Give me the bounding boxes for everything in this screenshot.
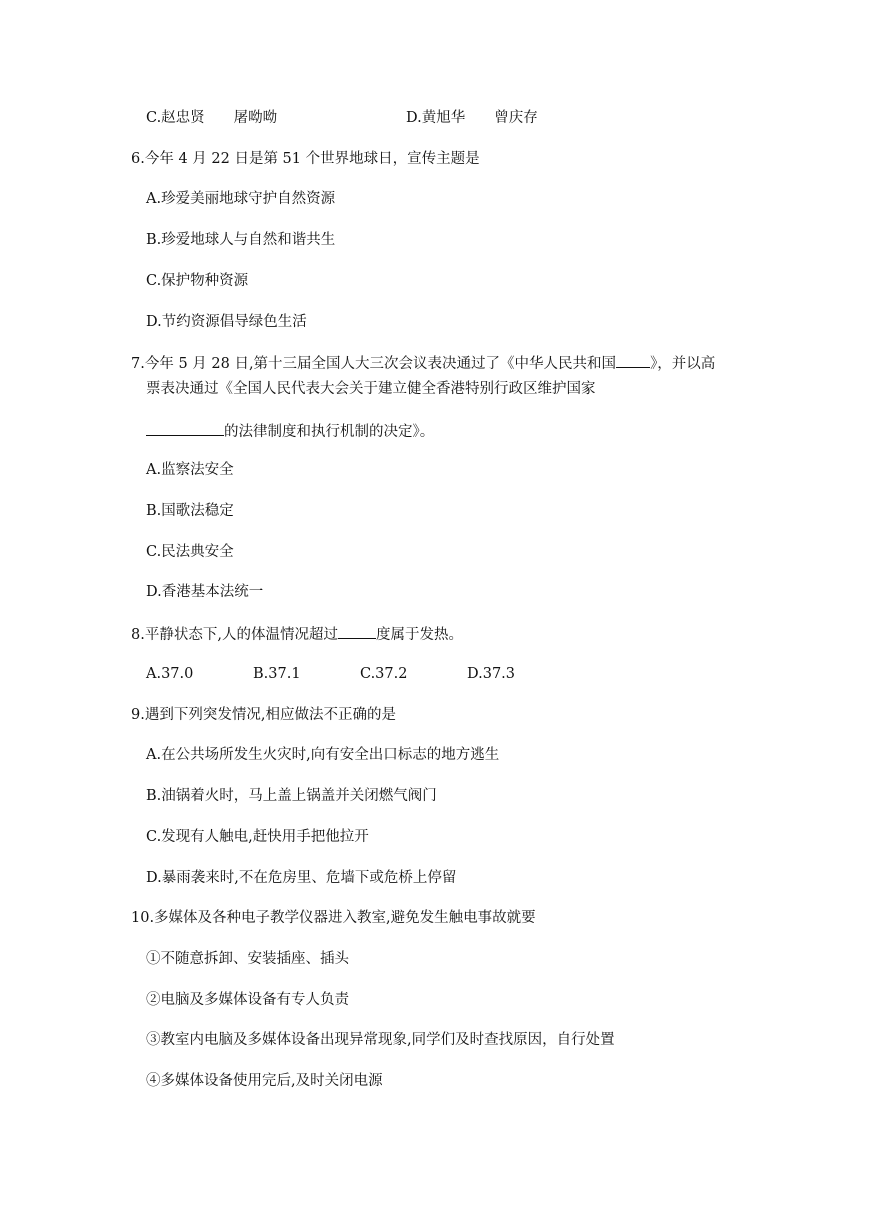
q9-option-b: B.油锅着火时，马上盖上锅盖并关闭燃气阀门 xyxy=(146,788,437,804)
q7-stem-part1: 7.今年 5 月 28 日,第十三届全国人大三次会议表决通过了《中华人民共和国 xyxy=(131,356,617,372)
question-9-stem: 9.遇到下列突发情况,相应做法不正确的是 xyxy=(131,707,396,723)
question-10-stem: 10.多媒体及各种电子教学仪器进入教室,避免发生触电事故就要 xyxy=(131,910,536,926)
q8-stem-part2: 度属于发热。 xyxy=(375,627,463,643)
q8-option-d: D.37.3 xyxy=(467,666,516,682)
q6-option-d: D.节约资源倡导绿色生活 xyxy=(146,314,307,330)
question-8-stem xyxy=(131,623,463,645)
q10-item-4: ④多媒体设备使用完后,及时关闭电源 xyxy=(146,1073,383,1089)
q5-option-d: D.黄旭华 曾庆存 xyxy=(406,110,538,126)
q8-blank xyxy=(338,623,376,639)
question-6-stem: 6.今年 4 月 22 日是第 51 个世界地球日，宣传主题是 xyxy=(131,151,480,167)
q6-option-c: C.保护物种资源 xyxy=(146,273,249,289)
q7-option-d: D.香港基本法统一 xyxy=(146,584,264,600)
q7-option-b: B.国歌法稳定 xyxy=(146,503,234,519)
q5-option-c: C.赵忠贤 屠呦呦 xyxy=(146,110,278,126)
q10-item-1: ①不随意拆卸、安装插座、插头 xyxy=(146,951,349,967)
q10-item-2: ②电脑及多媒体设备有专人负责 xyxy=(146,992,349,1008)
q6-option-b: B.珍爱地球人与自然和谐共生 xyxy=(146,232,336,248)
q10-item-3: ③教室内电脑及多媒体设备出现异常现象,同学们及时查找原因，自行处置 xyxy=(146,1032,615,1048)
q7-stem-line3-text: 的法律制度和执行机制的决定》。 xyxy=(224,424,435,440)
q7-blank-1 xyxy=(616,352,650,368)
question-7-stem-line3 xyxy=(146,420,434,442)
question-7-stem-line2: 票表决通过《全国人民代表大会关于建立健全香港特别行政区维护国家 xyxy=(146,381,596,397)
q8-option-c: C.37.2 xyxy=(360,666,408,682)
q8-option-b: B.37.1 xyxy=(253,666,301,682)
q7-blank-2 xyxy=(146,420,224,436)
q7-stem-part2: 》，并以高 xyxy=(650,356,716,372)
q7-option-a: A.监察法安全 xyxy=(146,462,234,478)
q9-option-a: A.在公共场所发生火灾时,向有安全出口标志的地方逃生 xyxy=(146,747,500,763)
q8-option-a: A.37.0 xyxy=(146,666,194,682)
question-7-stem-line1 xyxy=(131,352,715,374)
q9-option-d: D.暴雨袭来时,不在危房里、危墙下或危桥上停留 xyxy=(146,870,457,886)
q9-option-c: C.发现有人触电,赶快用手把他拉开 xyxy=(146,829,369,845)
q8-stem-part1: 8.平静状态下,人的体温情况超过 xyxy=(131,627,338,643)
q6-option-a: A.珍爱美丽地球守护自然资源 xyxy=(146,191,336,207)
q7-option-c: C.民法典安全 xyxy=(146,544,234,560)
